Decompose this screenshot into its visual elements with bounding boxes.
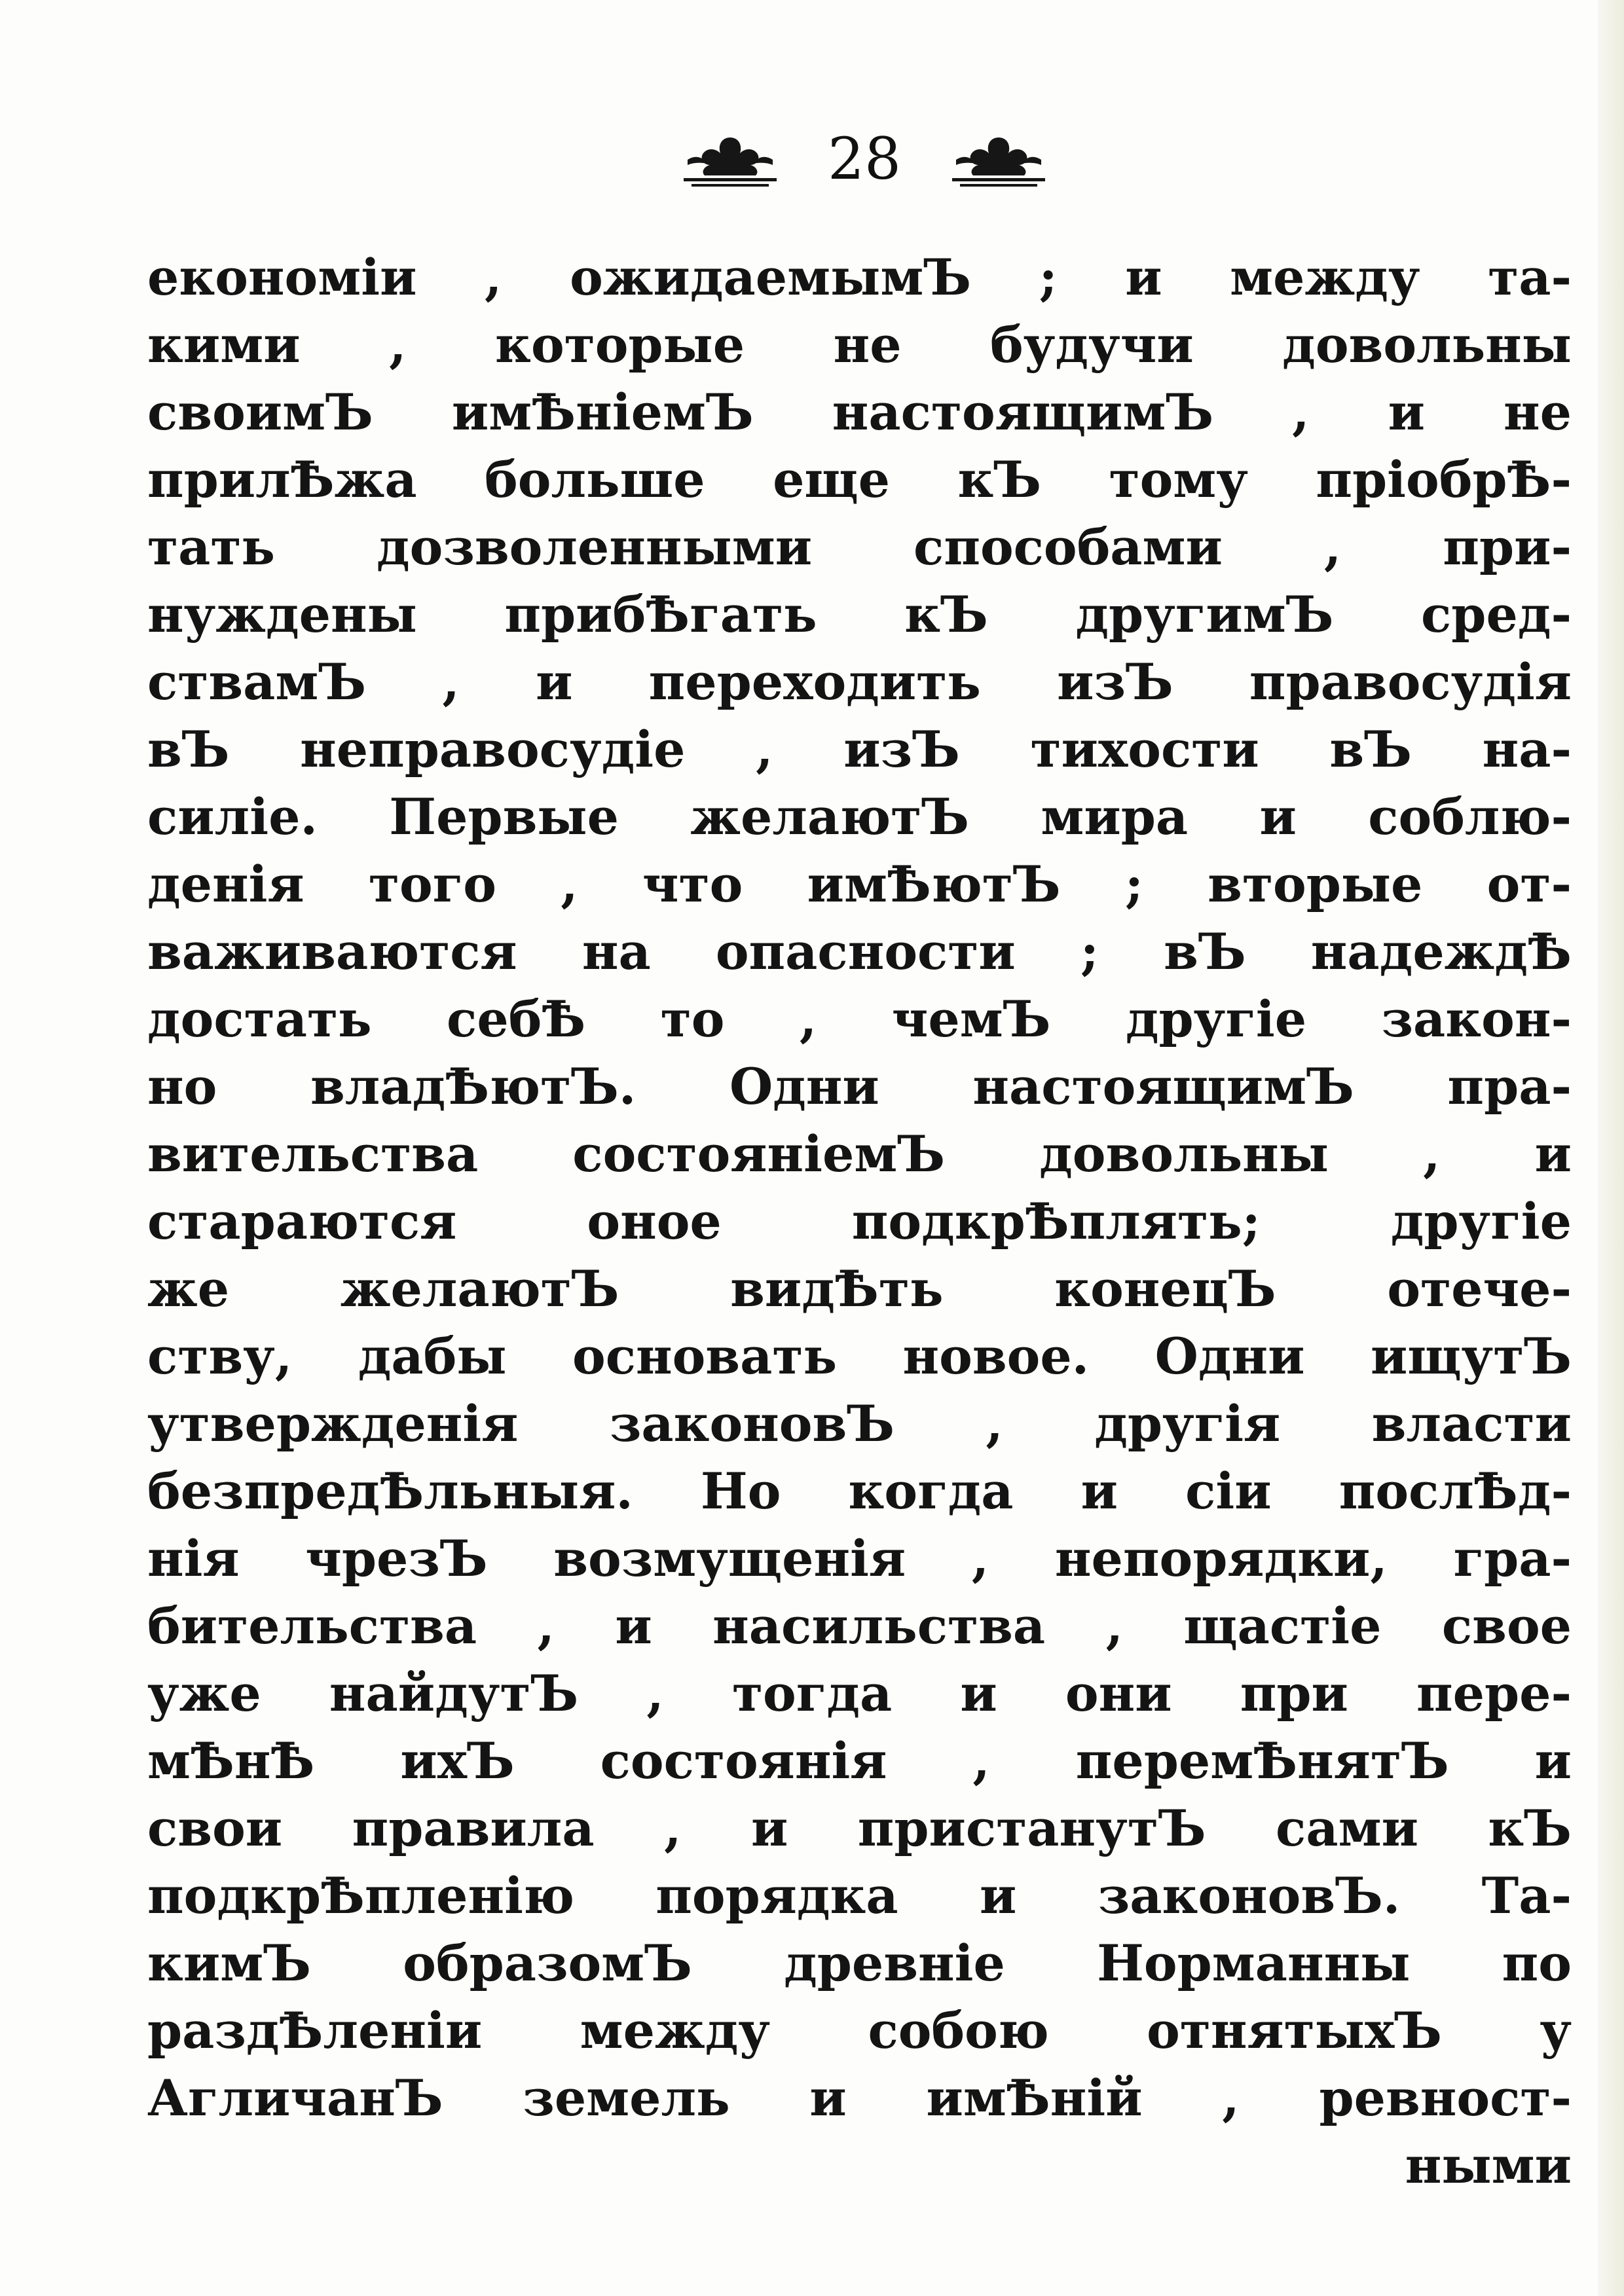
text-line: но владѢютЪ. Одни настоящимЪ пра- — [147, 1057, 1572, 1116]
page-header — [681, 123, 1048, 195]
text-line: стараются оное подкрѢплять; другіе — [147, 1192, 1572, 1250]
text-line: безпредѢльныя. Но когда и сіи послѢд- — [147, 1462, 1572, 1520]
text-line: вЪ неправосудіе , изЪ тихости вЪ на- — [147, 720, 1572, 778]
text-line: достать себѢ то , чемЪ другіе закон- — [147, 990, 1572, 1048]
text-line: економіи , ожидаемымЪ ; и между та- — [147, 248, 1572, 306]
text-line: кимЪ образомЪ древніе Норманны по — [147, 1934, 1572, 1992]
text-line: уже найдутЪ , тогда и они при пере- — [147, 1664, 1572, 1722]
text-line: прилѢжа больше еще кЪ тому пріобрѢ- — [147, 450, 1572, 509]
text-line: тать дозволенными способами , при- — [147, 518, 1572, 576]
catchword: ными — [1405, 2136, 1572, 2195]
text-line: утвержденія законовЪ , другія власти — [147, 1394, 1572, 1453]
text-line: нія чрезЪ возмущенія , непорядки, гра- — [147, 1529, 1572, 1588]
body-text — [147, 244, 1572, 2199]
text-line: раздѢленіи между собою отнятыхЪ у — [147, 2001, 1572, 2060]
text-line: свои правила , и пристанутЪ сами кЪ — [147, 1799, 1572, 1857]
text-line: своимЪ имѢніемЪ настоящимЪ , и не — [147, 383, 1572, 441]
text-line: денія того , что имѢютЪ ; вторые от- — [147, 855, 1572, 913]
text-line: ствамЪ , и переходить изЪ правосудія — [147, 653, 1572, 711]
text-line: же желаютЪ видѢть конецЪ отече- — [147, 1260, 1572, 1318]
text-line: подкрѢпленію порядка и законовЪ. Та- — [147, 1867, 1572, 1925]
text-line: бительства , и насильства , щастіе свое — [147, 1597, 1572, 1655]
page-number: 28 — [828, 125, 901, 192]
text-line: АгличанЪ земель и имѢній , ревност- — [147, 2069, 1572, 2127]
text-line: ству, дабы основать новое. Одни ищутЪ — [147, 1327, 1572, 1385]
page-edge — [1598, 0, 1624, 2296]
text-line: вительства состояніемЪ довольны , и — [147, 1125, 1572, 1183]
text-line: мѢнѢ ихЪ состоянія , перемѢнятЪ и — [147, 1732, 1572, 1790]
text-line: кими , которые не будучи довольны — [147, 316, 1572, 374]
floral-ornament-icon — [681, 126, 779, 189]
text-line: силіе. Первые желаютЪ мира и соблю- — [147, 788, 1572, 846]
text-line: важиваются на опасности ; вЪ надеждѢ — [147, 922, 1572, 981]
text-line: нуждены прибѢгать кЪ другимЪ сред- — [147, 585, 1572, 644]
floral-ornament-icon — [950, 126, 1048, 189]
